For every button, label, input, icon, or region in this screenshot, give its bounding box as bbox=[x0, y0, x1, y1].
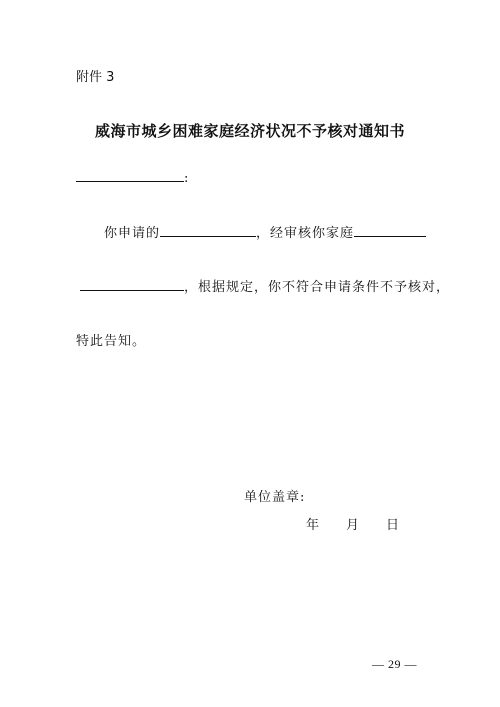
recipient-line bbox=[76, 168, 189, 186]
para2-text: ，根据规定，你不符合申请条件不予核对， bbox=[184, 280, 451, 295]
seal-label: 单位盖章: bbox=[244, 490, 306, 505]
date-month: 月 bbox=[346, 518, 361, 533]
page-title: 威海市城乡困难家庭经济状况不予核对通知书 bbox=[94, 122, 405, 140]
paragraph-2 bbox=[80, 276, 450, 295]
family-info-blank bbox=[354, 223, 426, 237]
attachment-label: 附件 3 bbox=[76, 70, 115, 85]
date-year: 年 bbox=[306, 518, 321, 533]
paragraph-1 bbox=[104, 222, 426, 241]
date-day: 日 bbox=[386, 518, 401, 533]
application-item-blank bbox=[160, 223, 256, 237]
para1-text-b: ，经审核你家庭 bbox=[256, 226, 355, 241]
page-number: — 29 — bbox=[372, 657, 417, 671]
recipient-blank bbox=[76, 168, 184, 182]
recipient-colon: : bbox=[184, 171, 190, 186]
reason-blank bbox=[80, 277, 184, 291]
paragraph-3: 特此告知。 bbox=[76, 334, 147, 349]
date-line bbox=[306, 514, 400, 533]
para1-text-a: 你申请的 bbox=[104, 226, 161, 241]
